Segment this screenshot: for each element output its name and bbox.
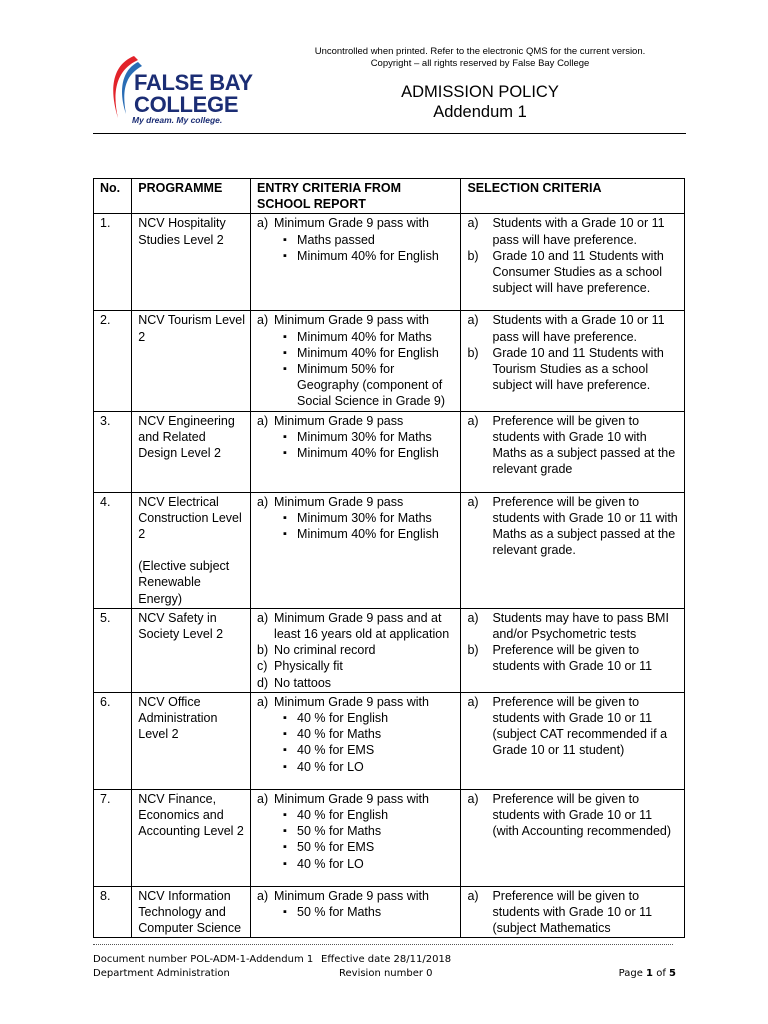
table-row: [94, 411, 685, 492]
cell-no: 4.: [94, 492, 132, 608]
criterion-text: Grade 10 and 11 Students with Consumer Studies as a school subject will have preference.: [492, 248, 664, 296]
page-word: Page: [618, 968, 643, 979]
cell-selection-criteria: [461, 608, 685, 692]
selection-criterion: [467, 312, 681, 344]
criterion-text: Minimum Grade 9 pass with: [274, 791, 429, 806]
page-total: 5: [669, 968, 676, 979]
programme-note: (Elective subject Renewable Energy): [138, 559, 230, 606]
criterion-bullets: [257, 510, 457, 542]
cell-programme: [132, 886, 251, 938]
logo-line-1: FALSE BAY: [134, 70, 253, 95]
criterion-label: b): [467, 345, 479, 360]
entry-criterion: [257, 694, 457, 710]
criterion-label: a): [467, 791, 479, 806]
cell-selection-criteria: [461, 311, 685, 411]
criterion-text: Preference will be given to students with Grade 10 or 11 (with Accounting recommended): [492, 791, 672, 839]
document-subtitle: Addendum 1: [433, 102, 527, 121]
criterion-label: a): [467, 888, 479, 903]
entry-criterion: [257, 494, 457, 510]
criterion-text: Students with a Grade 10 or 11 pass will have preference.: [492, 313, 665, 344]
criterion-label: d): [257, 675, 269, 690]
table-row: [94, 492, 685, 608]
criterion-bullets: [257, 429, 457, 461]
criterion-text: Minimum Grade 9 pass: [274, 413, 404, 428]
criterion-bullet: ▪ Maths passed: [283, 232, 457, 248]
criterion-label: a): [257, 413, 269, 428]
programme-name: NCV Tourism Level 2: [138, 313, 246, 344]
criterion-bullet: ▪ 40 % for LO: [283, 856, 457, 872]
criterion-text: Minimum Grade 9 pass with: [274, 216, 429, 231]
header-note-line-1: Uncontrolled when printed. Refer to the electronic QMS for the current version.: [314, 46, 646, 57]
criterion-bullet: ▪ 40 % for English: [283, 807, 457, 823]
criterion-text: Minimum Grade 9 pass with: [274, 888, 429, 903]
cell-no: 6.: [94, 692, 132, 789]
criterion-label: a): [467, 610, 479, 625]
cell-programme: [132, 214, 251, 311]
criterion-bullets: [257, 710, 457, 775]
selection-criterion: [467, 248, 681, 297]
criterion-label: a): [257, 216, 269, 231]
cell-entry-criteria: [251, 886, 461, 938]
cell-selection-criteria: [461, 886, 685, 938]
criterion-bullet: ▪ 40 % for LO: [283, 759, 457, 775]
page-current: 1: [646, 968, 654, 979]
criterion-label: b): [467, 248, 479, 263]
criterion-bullet: ▪ Minimum 30% for Maths: [283, 510, 457, 526]
table-row: [94, 886, 685, 938]
criterion-text: Preference will be given to students with Grade 10 or 11 with Maths as a subject passed at the relevant grade.: [492, 494, 678, 558]
criterion-text: Preference will be given to students with Grade 10 with Maths as a subject passed at the relevant grade: [492, 413, 676, 477]
cell-no: 7.: [94, 789, 132, 886]
cell-programme: [132, 492, 251, 608]
criterion-label: a): [257, 313, 269, 328]
criterion-label: a): [257, 791, 269, 806]
criterion-label: a): [467, 494, 479, 509]
header-entry-criteria: ENTRY CRITERIA FROM SCHOOL REPORT: [251, 179, 461, 214]
criterion-text: Minimum Grade 9 pass with: [274, 313, 429, 328]
criterion-label: b): [467, 643, 479, 658]
selection-criterion: [467, 413, 681, 478]
criterion-label: a): [257, 694, 269, 709]
criterion-text: Students with a Grade 10 or 11 pass will have preference.: [492, 216, 665, 247]
table-row: [94, 608, 685, 692]
entry-criterion: [257, 791, 457, 807]
criterion-bullets: [257, 329, 457, 410]
entry-criterion: [257, 888, 457, 904]
criterion-bullet: ▪ 40 % for EMS: [283, 742, 457, 758]
cell-selection-criteria: [461, 789, 685, 886]
criterion-text: Minimum Grade 9 pass with: [274, 694, 429, 709]
selection-criterion: [467, 494, 681, 559]
criterion-text: No criminal record: [274, 643, 376, 658]
criterion-text: No tattoos: [274, 675, 332, 690]
criterion-label: a): [467, 413, 479, 428]
table-row: [94, 214, 685, 311]
entry-criterion: [257, 675, 457, 691]
page-of: of: [656, 968, 666, 979]
header-divider: [93, 133, 686, 134]
entry-criterion: [257, 215, 457, 231]
entry-criterion: [257, 413, 457, 429]
cell-entry-criteria: [251, 789, 461, 886]
header-selection-criteria: SELECTION CRITERIA: [461, 179, 685, 214]
footer-divider: [93, 944, 673, 945]
criterion-label: c): [257, 659, 268, 674]
table-row: [94, 692, 685, 789]
selection-criterion: [467, 215, 681, 247]
cell-selection-criteria: [461, 411, 685, 492]
table-row: [94, 311, 685, 411]
header-no: No.: [94, 179, 132, 214]
programme-name: NCV Hospitality Studies Level 2: [138, 216, 226, 247]
programme-name: NCV Engineering and Related Design Level 2: [138, 413, 235, 461]
footer-revision: Revision number 0: [339, 968, 433, 979]
cell-entry-criteria: [251, 608, 461, 692]
cell-entry-criteria: [251, 692, 461, 789]
criterion-text: Students may have to pass BMI and/or Psychometric tests: [492, 610, 669, 642]
cell-no: 1.: [94, 214, 132, 311]
entry-criterion: [257, 658, 457, 674]
cell-entry-criteria: [251, 492, 461, 608]
criterion-bullet: ▪ 40 % for Maths: [283, 726, 457, 742]
criterion-bullet: ▪ 50 % for EMS: [283, 839, 457, 855]
cell-programme: [132, 311, 251, 411]
programme-name: NCV Information Technology and Computer Science: [138, 888, 242, 936]
criterion-text: Physically fit: [274, 659, 343, 674]
logo-line-2: COLLEGE: [134, 92, 239, 117]
table-header-row: [94, 179, 685, 214]
criterion-text: Grade 10 and 11 Students with Tourism Studies as a school subject will have preference.: [492, 345, 664, 393]
criterion-text: Minimum Grade 9 pass: [274, 494, 404, 509]
cell-no: 3.: [94, 411, 132, 492]
cell-programme: [132, 789, 251, 886]
selection-criterion: [467, 610, 681, 642]
selection-criterion: [467, 642, 681, 674]
criterion-bullet: ▪ Minimum 50% for Geography (component of Social Science in Grade 9): [283, 361, 457, 410]
criterion-bullet: ▪ 40 % for English: [283, 710, 457, 726]
selection-criterion: [467, 694, 681, 759]
cell-programme: [132, 692, 251, 789]
cell-no: 5.: [94, 608, 132, 692]
programme-name: NCV Safety in Society Level 2: [138, 610, 224, 642]
admission-criteria-table: [93, 178, 685, 938]
entry-criterion: [257, 610, 457, 642]
criterion-label: a): [467, 313, 479, 328]
criterion-bullet: ▪ Minimum 40% for English: [283, 248, 457, 264]
criterion-label: b): [257, 643, 269, 658]
criterion-label: a): [257, 888, 269, 903]
cell-programme: [132, 608, 251, 692]
criterion-bullet: ▪ Minimum 40% for English: [283, 345, 457, 361]
criterion-text: Preference will be given to students with Grade 10 or 11 (subject CAT recommended if a Grade 10 or 11 student): [492, 694, 668, 758]
footer-page-number: [619, 967, 676, 980]
criterion-text: Minimum Grade 9 pass and at least 16 years old at application: [274, 610, 450, 642]
selection-criterion: [467, 345, 681, 394]
document-title: ADMISSION POLICY: [401, 83, 559, 101]
criterion-bullets: [257, 807, 457, 872]
criterion-text: Preference will be given to students with Grade 10 or 11 (subject Mathematics: [492, 888, 653, 936]
selection-criterion: [467, 888, 681, 937]
criterion-bullet: ▪ 50 % for Maths: [283, 904, 457, 920]
criterion-bullet: ▪ Minimum 30% for Maths: [283, 429, 457, 445]
cell-no: 8.: [94, 886, 132, 938]
footer-department: Department Administration: [93, 968, 230, 979]
cell-entry-criteria: [251, 411, 461, 492]
cell-selection-criteria: [461, 214, 685, 311]
cell-programme: [132, 411, 251, 492]
document-title-block: [340, 83, 620, 122]
criterion-label: a): [467, 216, 479, 231]
criterion-bullet: ▪ Minimum 40% for English: [283, 526, 457, 542]
college-logo: [104, 52, 254, 126]
cell-entry-criteria: [251, 214, 461, 311]
criterion-bullets: [257, 904, 457, 920]
selection-criterion: [467, 791, 681, 840]
footer-doc-number: Document number POL-ADM-1-Addendum 1: [93, 954, 314, 965]
programme-name: NCV Office Administration Level 2: [138, 694, 218, 742]
table-body: [94, 214, 685, 938]
logo-tagline: My dream. My college.: [132, 115, 223, 125]
cell-selection-criteria: [461, 692, 685, 789]
criterion-bullets: [257, 232, 457, 264]
header-programme: PROGRAMME: [132, 179, 251, 214]
header-note-line-2: Copyright – all rights reserved by False Bay College: [370, 58, 590, 69]
criterion-label: a): [467, 694, 479, 709]
criterion-label: a): [257, 494, 269, 509]
criterion-bullet: ▪ Minimum 40% for Maths: [283, 329, 457, 345]
programme-name: NCV Finance, Economics and Accounting Level 2: [138, 791, 244, 839]
cell-selection-criteria: [461, 492, 685, 608]
cell-no: 2.: [94, 311, 132, 411]
table-row: [94, 789, 685, 886]
entry-criterion: [257, 312, 457, 328]
entry-criterion: [257, 642, 457, 658]
criterion-bullet: ▪ 50 % for Maths: [283, 823, 457, 839]
criterion-label: a): [257, 610, 269, 625]
cell-entry-criteria: [251, 311, 461, 411]
header-note: [280, 46, 680, 70]
footer-effective-date: Effective date 28/11/2018: [321, 954, 452, 965]
criterion-bullet: ▪ Minimum 40% for English: [283, 445, 457, 461]
criterion-text: Preference will be given to students with Grade 10 or 11: [492, 643, 653, 674]
programme-name: NCV Electrical Construction Level 2: [138, 494, 242, 542]
